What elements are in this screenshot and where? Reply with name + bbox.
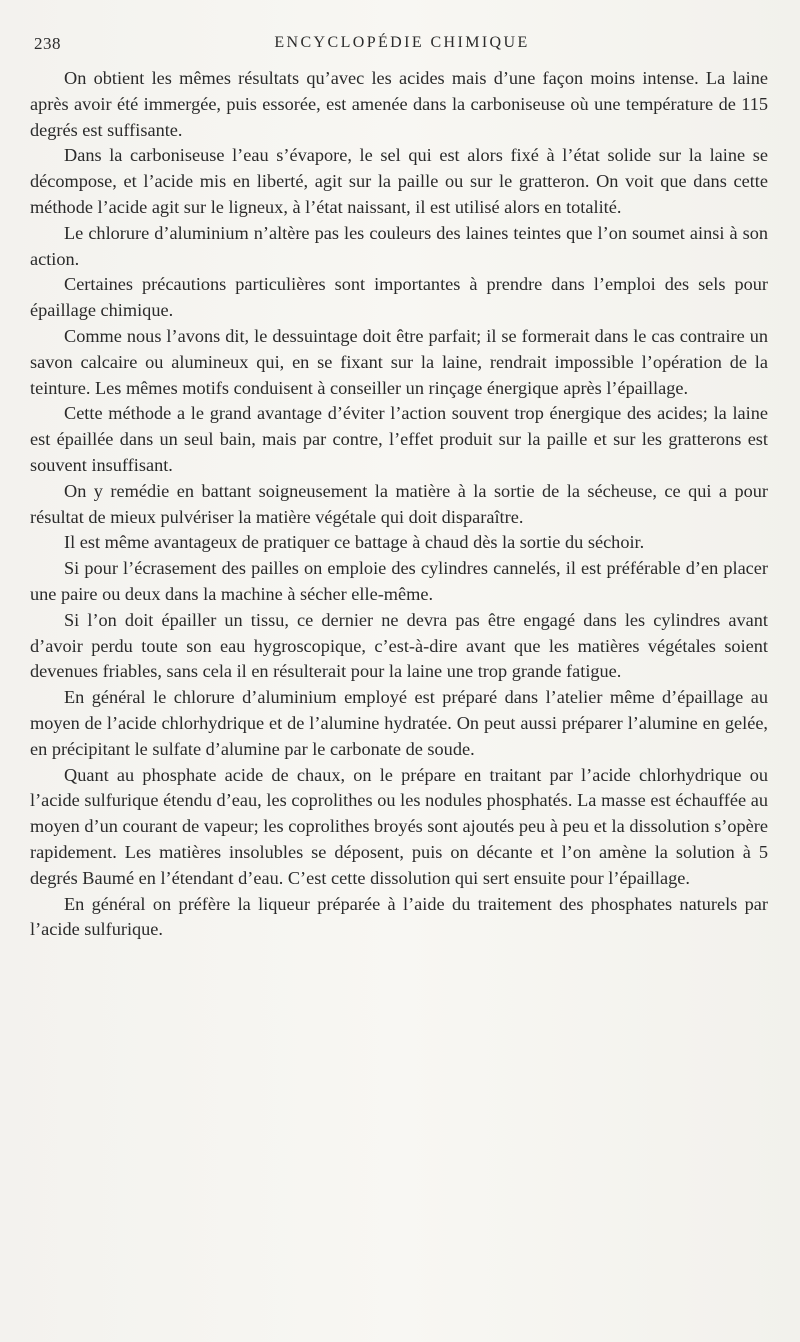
paragraph: Comme nous l’avons dit, le dessuintage doit être parfait; il se formerait dans le cas contraire un savon calcaire ou alumineux qui, en se fixant sur la laine, rendrait impossible l’opération de la teinture. Les mêmes motifs conduisent à conseiller un rinçage énergique après l’épaillage. <box>30 325 768 398</box>
paragraph: Dans la carboniseuse l’eau s’évapore, le sel qui est alors fixé à l’état solide sur la laine se décompose, et l’acide mis en liberté, agit sur la paille ou sur le gratteron. On voit que dans cette méthode l’acide agit sur le ligneux, à l’état naissant, il est utilisé alors en totalité. <box>30 145 768 217</box>
paragraph: Certaines précautions particulières sont importantes à prendre dans l’emploi des sels pour épaillage chimique. <box>30 274 768 321</box>
paragraph: Le chlorure d’aluminium n’altère pas les couleurs des laines teintes que l’on soumet ainsi à son action. <box>30 222 768 269</box>
paragraph: Quant au phosphate acide de chaux, on le prépare en traitant par l’acide chlorhydrique ou l’acide sulfurique étendu d’eau, les coprolithes ou les nodules phosphatés. La masse est échauffée au moyen d’un courant de vapeur; les coprolithes broyés sont ajoutés peu à peu et la dissolution s’opère rapidement. Les matières insolubles se déposent, puis on décante et l’on amène la solution à 5 degrés Baumé en l’étendant d’eau. C’est cette dissolution qui sert ensuite pour l’épaillage. <box>30 764 768 888</box>
paragraph: On y remédie en battant soigneusement la matière à la sortie de la sécheuse, ce qui a pour résultat de mieux pulvériser la matière végétale qui doit disparaître. <box>30 480 768 527</box>
paragraph: On obtient les mêmes résultats qu’avec les acides mais d’une façon moins intense. La laine après avoir été immergée, puis essorée, est amenée dans la carboniseuse où une température de 115 degrés est suffisante. <box>30 68 768 140</box>
paragraph: En général le chlorure d’aluminium employé est préparé dans l’atelier même d’épaillage au moyen de l’acide chlorhydrique et de l’alumine hydratée. On peut aussi préparer l’alumine en gelée, en précipitant le sulfate d’alumine par le carbonate de soude. <box>30 687 768 759</box>
paragraph: Cette méthode a le grand avantage d’éviter l’action souvent trop énergique des acides; la laine est épaillée dans un seul bain, mais par contre, l’effet produit sur la paille et sur les gratterons est souvent insuffisant. <box>30 403 768 475</box>
paragraph: En général on préfère la liqueur préparée à l’aide du traitement des phosphates naturels par l’acide sulfurique. <box>30 893 768 940</box>
body-text <box>30 66 768 943</box>
page-number: 238 <box>34 34 61 53</box>
running-title: ENCYCLOPÉDIE CHIMIQUE <box>274 34 530 51</box>
paragraph: Si l’on doit épailler un tissu, ce dernier ne devra pas être engagé dans les cylindres avant d’avoir perdu toute son eau hygroscopique, c’est-à-dire avant que les matières végétales soient devenues friables, sans cela il en résulterait pour la laine une trop grande fatigue. <box>30 609 768 682</box>
paragraph: Si pour l’écrasement des pailles on emploie des cylindres cannelés, il est préférable d’en placer une paire ou deux dans la machine à sécher elle-même. <box>30 558 768 604</box>
paragraph: Il est même avantageux de pratiquer ce battage à chaud dès la sortie du séchoir. <box>64 532 645 553</box>
page-header <box>34 34 770 58</box>
